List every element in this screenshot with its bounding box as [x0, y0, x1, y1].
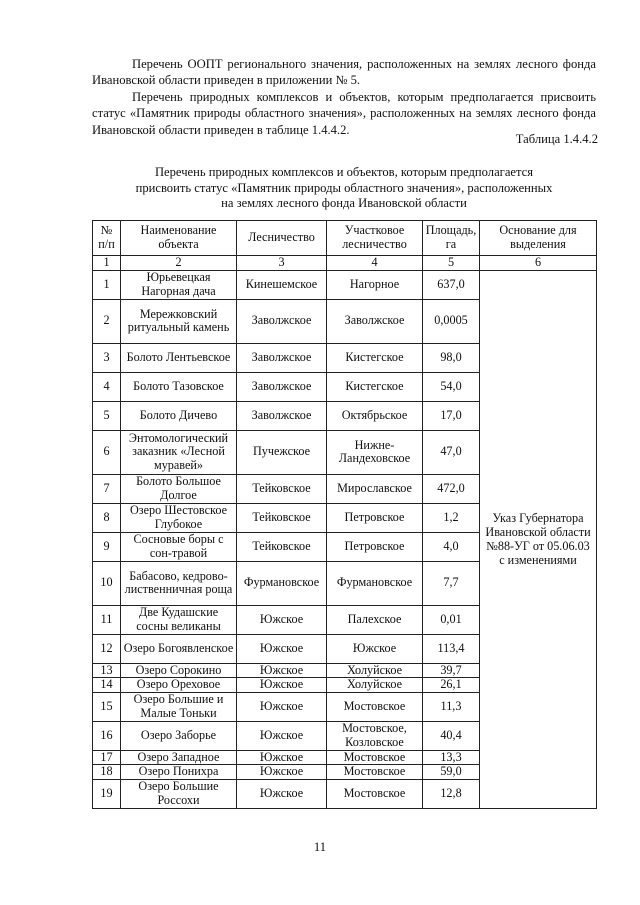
- object-name: Озеро Большие Россохи: [121, 779, 237, 808]
- object-name: Болото Лентьевское: [121, 343, 237, 372]
- intro-paragraph-2: Перечень природных комплексов и объектов, которым предполагается присвоить статус «Памятник природы областного значения», расположенных на землях лесного фонда Ивановской области приведен в таблице 1.4.4.2.: [92, 90, 596, 137]
- object-name: Сосновые боры с сон-травой: [121, 532, 237, 561]
- column-number: 5: [423, 256, 480, 271]
- forestry-name: Южское: [237, 765, 327, 780]
- object-name: Озеро Сорокино: [121, 663, 237, 678]
- row-number: 8: [93, 503, 121, 532]
- forestry-name: Южское: [237, 663, 327, 678]
- table-row: [93, 270, 597, 299]
- row-number: 3: [93, 343, 121, 372]
- header-row: [93, 221, 597, 256]
- forestry-name: Южское: [237, 634, 327, 663]
- object-name: Озеро Заборье: [121, 721, 237, 750]
- object-name: Озеро Шестовское Глубокое: [121, 503, 237, 532]
- area-value: 472,0: [423, 474, 480, 503]
- object-name: Болото Дичево: [121, 401, 237, 430]
- page-number: 11: [313, 840, 327, 854]
- forestry-name: Тейковское: [237, 532, 327, 561]
- row-number: 17: [93, 750, 121, 765]
- basis-cell: Указ Губернатора Ивановской области №88-УГ от 05.06.03 с изменениями: [480, 270, 597, 808]
- object-name: Болото Большое Долгое: [121, 474, 237, 503]
- object-name: Озеро Понихра: [121, 765, 237, 780]
- forestry-name: Тейковское: [237, 474, 327, 503]
- row-number: 13: [93, 663, 121, 678]
- district-name: Мостовское: [327, 750, 423, 765]
- district-name: Мостовское: [327, 779, 423, 808]
- objects-table: [92, 220, 597, 809]
- district-name: Фурмановское: [327, 561, 423, 605]
- column-number: 3: [237, 256, 327, 271]
- column-number: 6: [480, 256, 597, 271]
- district-name: Холуйское: [327, 678, 423, 693]
- object-name: Болото Тазовское: [121, 372, 237, 401]
- forestry-name: Заволжское: [237, 372, 327, 401]
- col-header-forestry: Лесничество: [237, 221, 327, 256]
- caption-line: Перечень природных комплексов и объектов, которым предполагается: [154, 165, 534, 179]
- area-value: 98,0: [423, 343, 480, 372]
- district-name: Мостовское, Козловское: [327, 721, 423, 750]
- column-number: 1: [93, 256, 121, 271]
- forestry-name: Заволжское: [237, 343, 327, 372]
- forestry-name: Кинешемское: [237, 270, 327, 299]
- district-name: Мирославское: [327, 474, 423, 503]
- object-name: Озеро Большие и Малые Тоньки: [121, 692, 237, 721]
- object-name: Озеро Западное: [121, 750, 237, 765]
- table-caption: [92, 165, 596, 212]
- district-name: Петровское: [327, 532, 423, 561]
- district-name: Нагорное: [327, 270, 423, 299]
- table-label: Таблица 1.4.4.2: [515, 132, 598, 146]
- forestry-name: Фурмановское: [237, 561, 327, 605]
- area-value: 12,8: [423, 779, 480, 808]
- area-value: 39,7: [423, 663, 480, 678]
- area-value: 637,0: [423, 270, 480, 299]
- forestry-name: Тейковское: [237, 503, 327, 532]
- col-header-basis: Основание для выделения: [480, 221, 597, 256]
- district-name: Нижне-Ландеховское: [327, 430, 423, 474]
- object-name: Озеро Ореховое: [121, 678, 237, 693]
- caption-line: присвоить статус «Памятник природы областного значения», расположенных: [135, 180, 553, 195]
- area-value: 26,1: [423, 678, 480, 693]
- area-value: 7,7: [423, 561, 480, 605]
- row-number: 12: [93, 634, 121, 663]
- area-value: 0,0005: [423, 299, 480, 343]
- column-number: 2: [121, 256, 237, 271]
- district-name: Южское: [327, 634, 423, 663]
- district-name: Октябрьское: [327, 401, 423, 430]
- object-name: Юрьевецкая Нагорная дача: [121, 270, 237, 299]
- row-number: 14: [93, 678, 121, 693]
- forestry-name: Заволжское: [237, 401, 327, 430]
- row-number: 9: [93, 532, 121, 561]
- row-number: 10: [93, 561, 121, 605]
- area-value: 13,3: [423, 750, 480, 765]
- district-name: Мостовское: [327, 692, 423, 721]
- forestry-name: Южское: [237, 721, 327, 750]
- forestry-name: Южское: [237, 678, 327, 693]
- object-name: Мережковский ритуальный камень: [121, 299, 237, 343]
- area-value: 0,01: [423, 605, 480, 634]
- object-name: Энтомологический заказник «Лесной муравей»: [121, 430, 237, 474]
- column-numbers-row: [93, 256, 597, 271]
- row-number: 4: [93, 372, 121, 401]
- table-body: [93, 270, 597, 808]
- district-name: Мостовское: [327, 765, 423, 780]
- area-value: 113,4: [423, 634, 480, 663]
- caption-line: на землях лесного фонда Ивановской области: [221, 196, 467, 211]
- district-name: Холуйское: [327, 663, 423, 678]
- area-value: 40,4: [423, 721, 480, 750]
- object-name: Озеро Богоявленское: [121, 634, 237, 663]
- object-name: Бабасово, кедрово-лиственничная роща: [121, 561, 237, 605]
- object-name: Две Кудашские сосны великаны: [121, 605, 237, 634]
- area-value: 1,2: [423, 503, 480, 532]
- row-number: 2: [93, 299, 121, 343]
- row-number: 19: [93, 779, 121, 808]
- area-value: 47,0: [423, 430, 480, 474]
- area-value: 59,0: [423, 765, 480, 780]
- row-number: 7: [93, 474, 121, 503]
- row-number: 6: [93, 430, 121, 474]
- area-value: 11,3: [423, 692, 480, 721]
- forestry-name: Южское: [237, 692, 327, 721]
- district-name: Кистегское: [327, 372, 423, 401]
- row-number: 16: [93, 721, 121, 750]
- forestry-name: Южское: [237, 779, 327, 808]
- row-number: 15: [93, 692, 121, 721]
- intro-paragraph-1: Перечень ООПТ регионального значения, расположенных на землях лесного фонда Ивановской области приведен в приложении № 5.: [92, 57, 596, 88]
- col-header-area: Площадь, га: [423, 221, 480, 256]
- area-value: 17,0: [423, 401, 480, 430]
- row-number: 18: [93, 765, 121, 780]
- row-number: 11: [93, 605, 121, 634]
- forestry-name: Южское: [237, 750, 327, 765]
- forestry-name: Южское: [237, 605, 327, 634]
- district-name: Кистегское: [327, 343, 423, 372]
- col-header-number: № п/п: [93, 221, 121, 256]
- forestry-name: Пучежское: [237, 430, 327, 474]
- area-value: 54,0: [423, 372, 480, 401]
- col-header-district: Участковое лесничество: [327, 221, 423, 256]
- district-name: Петровское: [327, 503, 423, 532]
- forestry-name: Заволжское: [237, 299, 327, 343]
- area-value: 4,0: [423, 532, 480, 561]
- row-number: 5: [93, 401, 121, 430]
- district-name: Палехское: [327, 605, 423, 634]
- col-header-name: Наименование объекта: [121, 221, 237, 256]
- district-name: Заволжское: [327, 299, 423, 343]
- row-number: 1: [93, 270, 121, 299]
- column-number: 4: [327, 256, 423, 271]
